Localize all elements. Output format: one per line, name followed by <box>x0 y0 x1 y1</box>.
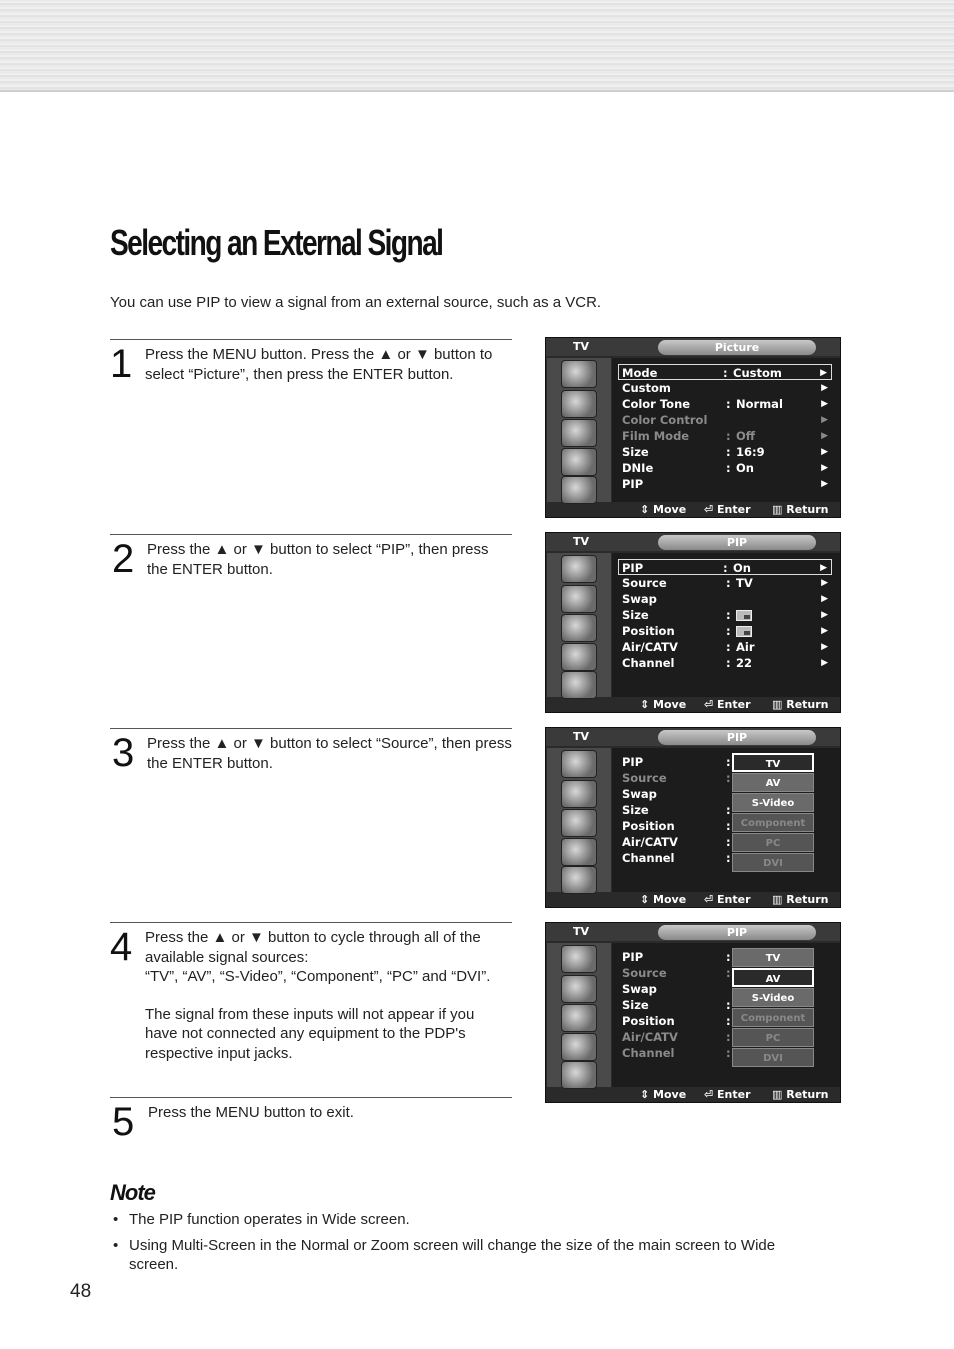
step-number: 2 <box>112 537 135 581</box>
osd-row-pip[interactable]: PIP : <box>622 755 731 769</box>
picture-icon <box>561 390 597 418</box>
osd-pip-source-menu <box>545 727 841 908</box>
osd-tv-label: TV <box>573 535 590 548</box>
step-number: 5 <box>112 1100 135 1144</box>
note-title: Note <box>110 1180 155 1205</box>
osd-tv-label: TV <box>573 730 590 743</box>
step-4 <box>110 922 512 1092</box>
osd-icon-column <box>547 358 611 502</box>
setup-icon <box>561 866 597 894</box>
osd-row-pip[interactable]: PIP : On ▶ <box>618 559 832 575</box>
source-option-pc: PC <box>732 1028 814 1047</box>
source-option-dvi: DVI <box>732 853 814 872</box>
step-number: 3 <box>112 731 135 775</box>
source-option-tv[interactable]: TV <box>732 753 814 772</box>
osd-row-size[interactable]: Size : ▶ <box>622 608 828 622</box>
osd-tv-label: TV <box>573 340 590 353</box>
osd-icon-column <box>547 943 611 1087</box>
sound-icon <box>561 419 597 447</box>
move-hint: ⇕ Move <box>640 698 687 711</box>
sound-icon <box>561 1004 597 1032</box>
osd-menu-title: PIP <box>658 730 816 745</box>
input-icon <box>561 555 597 583</box>
sound-icon <box>561 614 597 642</box>
step-text: Press the ▲ or ▼ button to cycle through all of the available signal sources: “TV”, “AV”, “S-Video”, “Component”, “PC” and “DVI”. The signal from these inputs will not appear if you have not connected any equipment to the PDP's respective input jacks. <box>145 929 491 1062</box>
header-band <box>0 0 954 92</box>
source-option-dvi: DVI <box>732 1048 814 1067</box>
setup-icon <box>561 671 597 699</box>
osd-icon-column <box>547 748 611 892</box>
osd-row-swap[interactable]: Swap ▶ <box>622 592 828 606</box>
picture-icon <box>561 585 597 613</box>
move-hint: ⇕ Move <box>640 503 687 516</box>
osd-menu-title: PIP <box>658 925 816 940</box>
picture-icon <box>561 975 597 1003</box>
setup-icon <box>561 476 597 504</box>
osd-row-source[interactable]: Source : <box>622 966 731 980</box>
step-number: 1 <box>110 342 133 386</box>
osd-pip-menu <box>545 532 841 713</box>
step-text: Press the MENU button to exit. <box>148 1104 354 1121</box>
osd-menu-title: Picture <box>658 340 816 355</box>
osd-row-source[interactable]: Source : <box>622 771 731 785</box>
osd-row-swap[interactable]: Swap <box>622 982 657 996</box>
osd-tv-label: TV <box>573 925 590 938</box>
osd-row-position[interactable]: Position : <box>622 819 731 833</box>
enter-hint: ⏎ Enter <box>704 698 751 711</box>
osd-pip-source-av-menu <box>545 922 841 1103</box>
note-item: • The PIP function operates in Wide screen. <box>113 1211 410 1228</box>
intro-text: You can use PIP to view a signal from an external source, such as a VCR. <box>110 294 602 311</box>
channel-icon <box>561 448 597 476</box>
enter-hint: ⏎ Enter <box>704 1088 751 1101</box>
osd-menu-list <box>612 748 840 892</box>
osd-icon-column <box>547 553 611 697</box>
step-2 <box>110 534 512 724</box>
return-hint: ▥ Return <box>772 503 829 516</box>
osd-row-air-catv[interactable]: Air/CATV : <box>622 835 731 849</box>
move-hint: ⇕ Move <box>640 893 687 906</box>
osd-row-color-tone[interactable]: Color Tone : Normal ▶ <box>622 397 828 411</box>
source-option-s-video[interactable]: S-Video <box>732 988 814 1007</box>
input-icon <box>561 945 597 973</box>
osd-row-custom[interactable]: Custom ▶ <box>622 381 828 395</box>
osd-row-pip[interactable]: PIP ▶ <box>622 477 828 491</box>
enter-hint: ⏎ Enter <box>704 503 751 516</box>
input-icon <box>561 750 597 778</box>
osd-row-position[interactable]: Position : ▶ <box>622 624 828 638</box>
page-number: 48 <box>70 1281 92 1302</box>
source-option-av[interactable]: AV <box>732 968 814 987</box>
source-option-component: Component <box>732 813 814 832</box>
channel-icon <box>561 1033 597 1061</box>
source-option-s-video[interactable]: S-Video <box>732 793 814 812</box>
source-option-tv[interactable]: TV <box>732 948 814 967</box>
move-hint: ⇕ Move <box>640 1088 687 1101</box>
note-list <box>113 1210 823 1281</box>
page-title: Selecting an External Signal <box>110 222 443 263</box>
source-options-list <box>732 753 814 873</box>
osd-row-film-mode: Film Mode : Off ▶ <box>622 429 828 443</box>
enter-hint: ⏎ Enter <box>704 893 751 906</box>
osd-row-source[interactable]: Source : TV ▶ <box>622 576 828 590</box>
osd-row-color-control: Color Control ▶ <box>622 413 828 427</box>
return-hint: ▥ Return <box>772 698 829 711</box>
return-hint: ▥ Return <box>772 1088 829 1101</box>
osd-footer <box>612 502 840 517</box>
osd-menu-title: PIP <box>658 535 816 550</box>
osd-row-size[interactable]: Size : <box>622 803 731 817</box>
osd-row-swap[interactable]: Swap <box>622 787 657 801</box>
osd-row-position[interactable]: Position : <box>622 1014 731 1028</box>
step-1 <box>110 339 512 529</box>
step-number: 4 <box>110 925 133 969</box>
osd-footer <box>612 892 840 907</box>
osd-row-size[interactable]: Size : <box>622 998 731 1012</box>
source-option-component: Component <box>732 1008 814 1027</box>
source-option-pc: PC <box>732 833 814 852</box>
step-text: Press the ▲ or ▼ button to select “Source”, then press the ENTER button. <box>147 735 512 772</box>
channel-icon <box>561 643 597 671</box>
pip-size-icon <box>736 610 752 621</box>
osd-row-channel[interactable]: Channel : <box>622 851 731 865</box>
osd-footer <box>612 697 840 712</box>
osd-row-pip[interactable]: PIP : <box>622 950 731 964</box>
osd-menu-list <box>612 358 840 502</box>
osd-row-air-catv: Air/CATV : <box>622 1030 731 1044</box>
osd-row-channel[interactable]: Channel : 22 ▶ <box>622 656 828 670</box>
osd-row-channel: Channel : <box>622 1046 731 1060</box>
sound-icon <box>561 809 597 837</box>
step-text: Press the MENU button. Press the ▲ or ▼ button to select “Picture”, then press the ENTER button. <box>145 346 493 383</box>
osd-menu-list <box>612 943 840 1087</box>
step-5 <box>110 1097 512 1147</box>
step-text: Press the ▲ or ▼ button to select “PIP”, then press the ENTER button. <box>147 541 489 578</box>
step-3 <box>110 728 512 918</box>
note-item: • Using Multi-Screen in the Normal or Zoom screen will change the size of the main screen to Wide screen. <box>113 1236 776 1273</box>
input-icon <box>561 360 597 388</box>
source-options-list <box>732 948 814 1068</box>
picture-icon <box>561 780 597 808</box>
osd-menu-list <box>612 553 840 697</box>
osd-row-mode[interactable]: Mode : Custom ▶ <box>618 364 832 380</box>
channel-icon <box>561 838 597 866</box>
osd-row-dnie[interactable]: DNIe : On ▶ <box>622 461 828 475</box>
osd-footer <box>612 1087 840 1102</box>
source-option-av[interactable]: AV <box>732 773 814 792</box>
osd-picture-menu <box>545 337 841 518</box>
setup-icon <box>561 1061 597 1089</box>
return-hint: ▥ Return <box>772 893 829 906</box>
osd-row-air-catv[interactable]: Air/CATV : Air ▶ <box>622 640 828 654</box>
osd-row-size[interactable]: Size : 16:9 ▶ <box>622 445 828 459</box>
pip-position-icon <box>736 626 752 637</box>
